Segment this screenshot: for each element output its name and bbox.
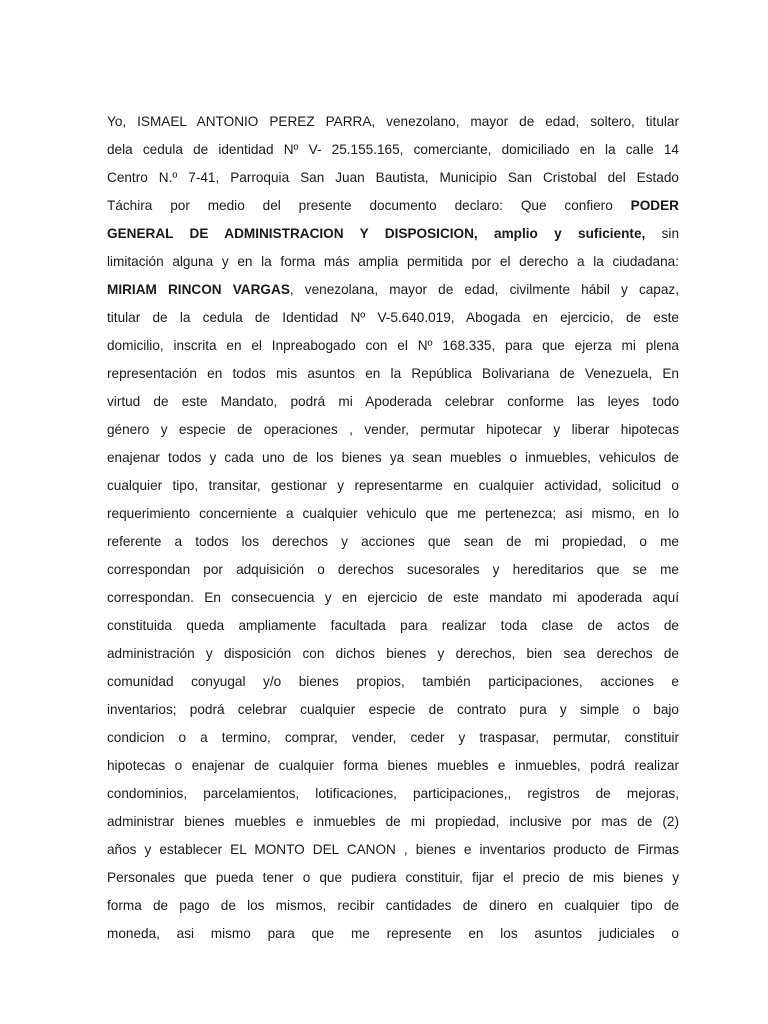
text-line <box>107 920 679 948</box>
text-segment: domicilio, inscrita en el Inpreabogado con el Nº 168.335, para que ejerza mi plena <box>107 338 679 353</box>
text-segment: comunidad conyugal y/o bienes propios, también participaciones, acciones e <box>107 674 679 689</box>
bold-text: PODER <box>630 198 679 213</box>
text-segment: condominios, parcelamientos, lotificaciones, participaciones,, registros de mejoras, <box>107 786 679 801</box>
text-segment: requerimiento concerniente a cualquier vehiculo que me pertenezca; asi mismo, en lo <box>107 506 679 521</box>
text-segment: Yo, ISMAEL ANTONIO PEREZ PARRA, venezolano, mayor de edad, soltero, titular <box>107 114 679 129</box>
text-line <box>107 388 679 416</box>
text-segment: forma de pago de los mismos, recibir cantidades de dinero en cualquier tipo de <box>107 898 679 913</box>
text-line <box>107 416 679 444</box>
text-line <box>107 836 679 864</box>
text-line <box>107 248 679 276</box>
text-line <box>107 332 679 360</box>
text-segment: , venezolana, mayor de edad, civilmente hábil y capaz, <box>289 282 680 297</box>
text-line <box>107 640 679 668</box>
text-segment: virtud de este Mandato, podrá mi Apoderada celebrar conforme las leyes todo <box>107 394 679 409</box>
text-line <box>107 556 679 584</box>
text-line <box>107 612 679 640</box>
text-line <box>107 808 679 836</box>
text-segment: condicion o a termino, comprar, vender, ceder y traspasar, permutar, constituir <box>107 730 679 745</box>
text-line <box>107 780 679 808</box>
text-line <box>107 360 679 388</box>
text-line <box>107 304 679 332</box>
text-line <box>107 472 679 500</box>
text-segment: Táchira por medio del presente documento declaro: Que confiero <box>107 198 631 213</box>
text-segment: hipotecas o enajenar de cualquier forma bienes muebles e inmuebles, podrá realizar <box>107 758 679 773</box>
text-line <box>107 192 679 220</box>
text-line <box>107 136 679 164</box>
text-segment: género y especie de operaciones , vender, permutar hipotecar y liberar hipotecas <box>107 422 679 437</box>
text-segment: correspondan por adquisición o derechos sucesorales y hereditarios que se me <box>107 562 679 577</box>
text-segment: enajenar todos y cada uno de los bienes ya sean muebles o inmuebles, vehiculos de <box>107 450 679 465</box>
bold-text: GENERAL DE ADMINISTRACION Y DISPOSICION, amplio y suficiente, <box>107 226 646 241</box>
text-segment: sin <box>645 226 680 241</box>
text-segment: Personales que pueda tener o que pudiera constituir, fijar el precio de mis bienes y <box>107 870 679 885</box>
text-line <box>107 696 679 724</box>
text-segment: representación en todos mis asuntos en la República Bolivariana de Venezuela, En <box>107 366 679 381</box>
text-segment: inventarios; podrá celebrar cualquier especie de contrato pura y simple o bajo <box>107 702 679 717</box>
text-segment: años y establecer EL MONTO DEL CANON , bienes e inventarios producto de Firmas <box>107 842 679 857</box>
text-segment: Centro N.º 7-41, Parroquia San Juan Bautista, Municipio San Cristobal del Estado <box>107 170 679 185</box>
text-line <box>107 220 679 248</box>
text-line <box>107 444 679 472</box>
text-line <box>107 752 679 780</box>
bold-text: MIRIAM RINCON VARGAS <box>107 282 290 297</box>
text-line <box>107 892 679 920</box>
text-segment: administrar bienes muebles e inmuebles de mi propiedad, inclusive por mas de (2) <box>107 814 679 829</box>
text-segment: dela cedula de identidad Nº V- 25.155.165, comerciante, domiciliado en la calle 14 <box>107 142 679 157</box>
text-line <box>107 500 679 528</box>
text-segment: correspondan. En consecuencia y en ejercicio de este mandato mi apoderada aquí <box>107 590 679 605</box>
text-line <box>107 528 679 556</box>
text-segment: cualquier tipo, transitar, gestionar y representarme en cualquier actividad, solicitud o <box>107 478 679 493</box>
text-line <box>107 584 679 612</box>
text-line <box>107 108 679 136</box>
text-segment: administración y disposición con dichos bienes y derechos, bien sea derechos de <box>107 646 679 661</box>
text-line <box>107 668 679 696</box>
text-segment: referente a todos los derechos y acciones que sean de mi propiedad, o me <box>107 534 679 549</box>
text-segment: limitación alguna y en la forma más amplia permitida por el derecho a la ciudadana: <box>107 254 679 269</box>
text-segment: moneda, asi mismo para que me represente en los asuntos judiciales o <box>107 926 679 941</box>
text-line <box>107 864 679 892</box>
text-line <box>107 276 679 304</box>
text-segment: constituida queda ampliamente facultada para realizar toda clase de actos de <box>107 618 679 633</box>
text-segment: titular de la cedula de Identidad Nº V-5.640.019, Abogada en ejercicio, de este <box>107 310 679 325</box>
text-line <box>107 164 679 192</box>
document-body <box>107 108 679 948</box>
text-line <box>107 724 679 752</box>
